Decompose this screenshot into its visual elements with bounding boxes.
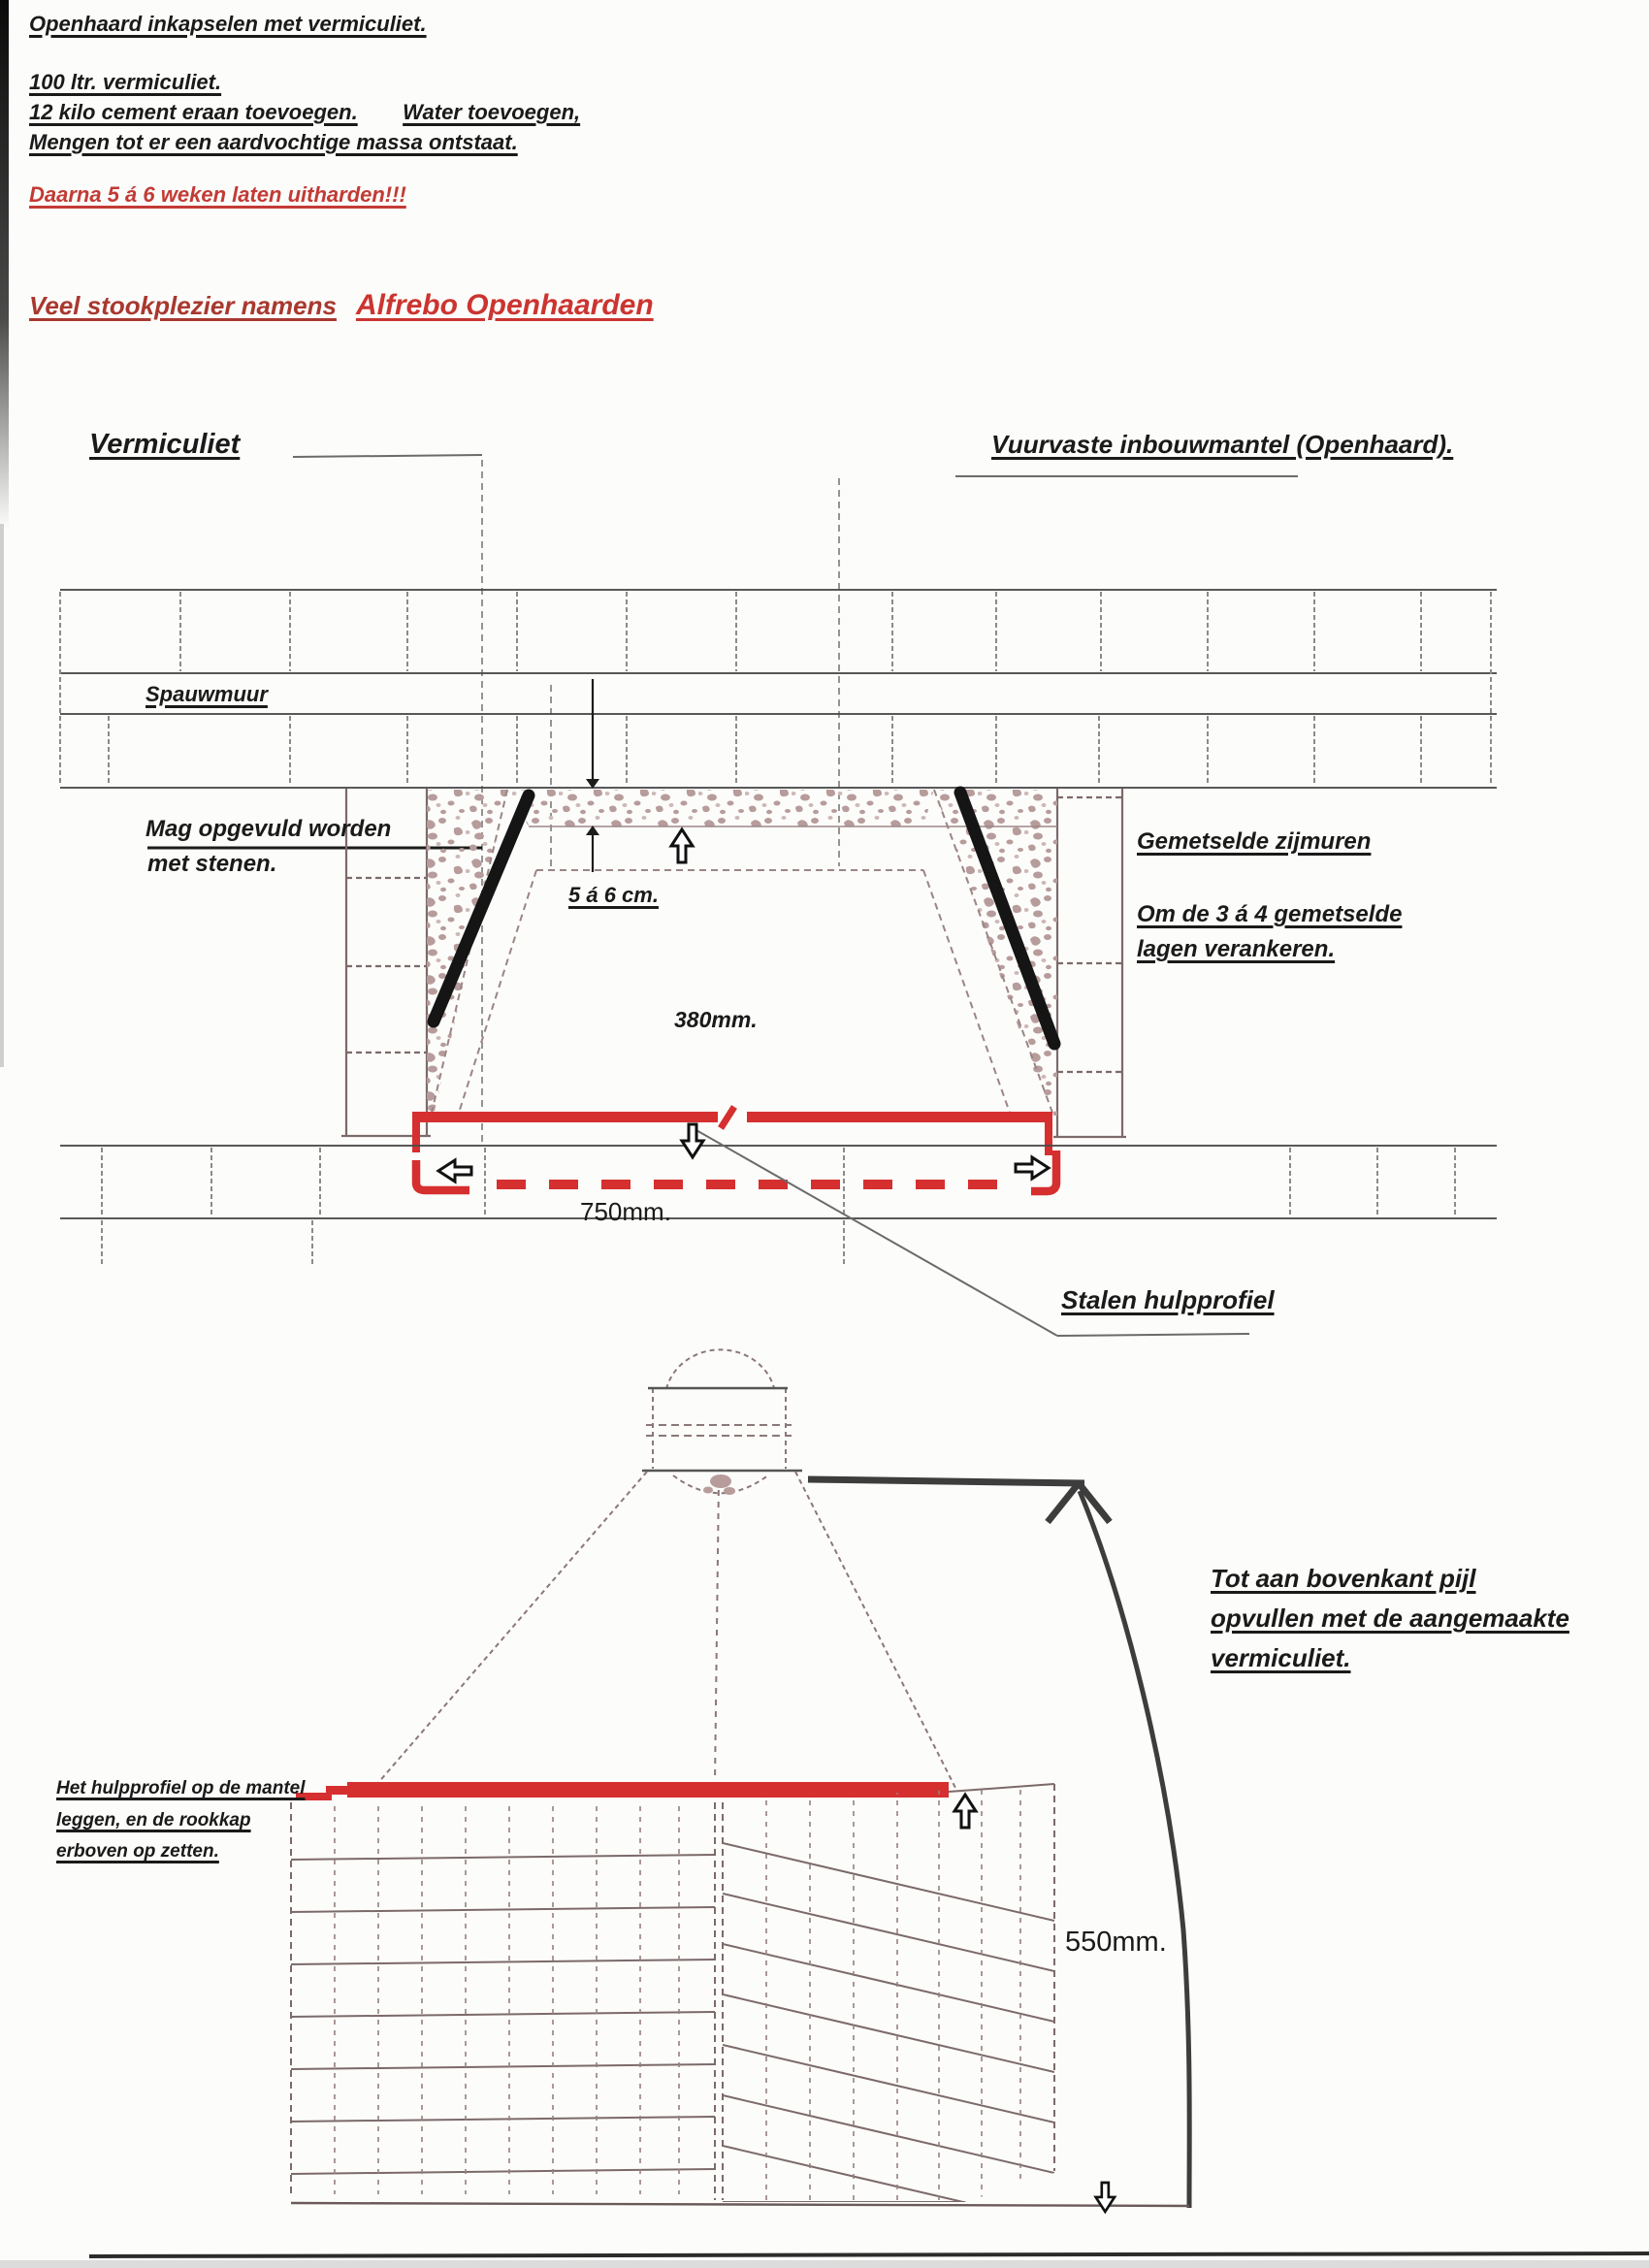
label-profile-note-1: Het hulpprofiel op de mantel	[56, 1778, 306, 1798]
height-dimension	[808, 1479, 1189, 2208]
label-inbouwmantel: Vuurvaste inbouwmantel (Openhaard).	[991, 430, 1454, 459]
label-fill-with-stones-2: met stenen.	[147, 851, 277, 877]
recipe-line-2a: 12 kilo cement eraan toevoegen.	[29, 100, 358, 124]
up-block-arrow-icon	[954, 1795, 976, 1828]
label-fill-note-3: vermiculiet.	[1211, 1643, 1351, 1672]
hood-slants	[376, 1472, 956, 1790]
recipe-line-1: 100 ltr. vermiculiet.	[29, 70, 222, 94]
chimney-collar-solid	[642, 1388, 802, 1471]
left-block-arrow-icon	[438, 1160, 471, 1182]
recipe-line-3: Mengen tot er een aardvochtige massa ontstaat.	[29, 130, 518, 154]
down-block-arrow-icon	[682, 1124, 703, 1157]
steel-profile-red	[412, 1107, 1056, 1191]
vermiculite-fill-texture	[427, 790, 1057, 1116]
recipe-line-2	[29, 100, 580, 125]
label-vermiculiet: Vermiculiet	[89, 429, 241, 460]
brick-base-left-joints	[335, 1806, 679, 2194]
closing-line	[29, 289, 654, 322]
chimney-collar	[646, 1349, 792, 1781]
layer-dimension-arrows	[586, 679, 599, 872]
dimension-layer-thickness: 5 á 6 cm.	[568, 883, 659, 907]
label-anchor-1: Om de 3 á 4 gemetselde	[1137, 901, 1403, 927]
bottom-course-joints	[102, 1148, 1455, 1264]
closing-prefix: Veel stookplezier namens	[29, 291, 337, 320]
right-block-arrow-icon	[1016, 1157, 1049, 1179]
label-spauwmuur: Spauwmuur	[146, 682, 268, 706]
dimension-height: 550mm.	[1065, 1927, 1167, 1958]
steel-profile-red-lower	[296, 1782, 949, 1800]
brand-name: Alfrebo Openhaarden	[355, 289, 654, 321]
cavity-wall	[60, 590, 1497, 788]
label-anchor-2: lagen verankeren.	[1137, 936, 1336, 962]
up-block-arrow-icon	[671, 829, 693, 862]
label-profile-note-2: leggen, en de rookkap	[56, 1810, 251, 1831]
dimension-depth: 380mm.	[674, 1007, 758, 1032]
label-profile-note-3: erboven op zetten.	[56, 1841, 219, 1862]
down-block-arrow-icon	[1096, 2183, 1115, 2212]
label-fill-with-stones-1: Mag opgevuld worden	[146, 816, 392, 842]
label-fill-note-1: Tot aan bovenkant pijl	[1211, 1564, 1476, 1593]
brick-base-right-face	[723, 1790, 1054, 2223]
recipe-line-2b: Water toevoegen,	[403, 100, 581, 124]
dimension-width: 750mm.	[580, 1197, 671, 1226]
block-arrows-upper	[438, 829, 1049, 1182]
curing-warning: Daarna 5 á 6 weken laten uitharden!!!	[29, 182, 406, 207]
doc-title: Openhaard inkapselen met vermiculiet.	[29, 12, 427, 36]
label-fill-note-2: opvullen met de aangemaakte	[1211, 1604, 1569, 1633]
label-steel-profile: Stalen hulpprofiel	[1061, 1285, 1275, 1314]
label-side-walls: Gemetselde zijmuren	[1137, 828, 1372, 855]
cavity-wall-joints	[60, 592, 1491, 786]
